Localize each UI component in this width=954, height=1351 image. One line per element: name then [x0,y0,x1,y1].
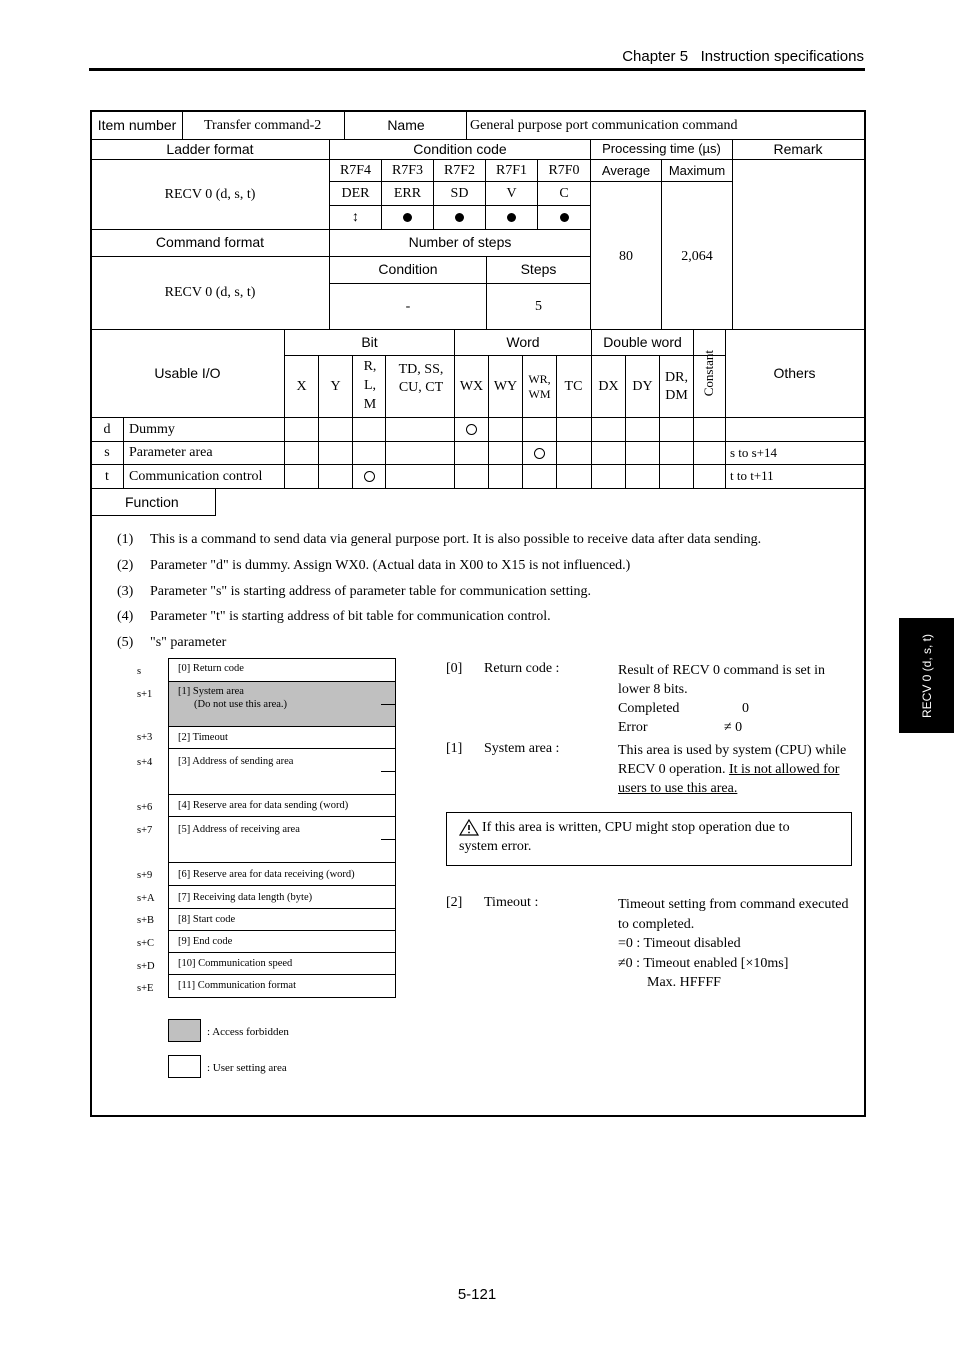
bullet-icon [507,213,516,222]
function-item-1: (1) This is a command to send data via general purpose port. It is also possible to receive data after data sending. [117,532,762,547]
row-t-param: t [105,468,109,484]
row-s-param: s [104,445,110,461]
function-item-3: (3) Parameter "s" is starting address of parameter table for communication setting. [117,584,592,599]
s-row-11: [11] Communication format [169,974,395,996]
bullet-icon [403,213,412,222]
s-addr-7: s+7 [137,825,153,836]
number-of-steps-label: Number of steps [408,234,512,251]
col-wy: WY [493,378,518,394]
usable-io-label: Usable I/O [154,364,221,381]
s-row-9: [9] End code [169,930,395,952]
s-row-5: [5] Address of receiving area [169,816,395,862]
legend-forbidden-label: : Access forbidden [207,1026,289,1038]
word-label: Word [506,333,540,350]
s-addr-4: s+4 [137,757,153,768]
legend-user-label: : User setting area [207,1062,287,1074]
s-row-2: [2] Timeout [169,726,395,748]
command-format-label: Command format [155,234,265,251]
s-addr-9: s+9 [137,870,153,881]
row-t-mark [353,465,385,488]
function-item-4: (4) Parameter "t" is starting address of bit table for communication control. [117,609,551,624]
s-row-6: [6] Reserve area for data receiving (word) [169,862,395,885]
code-r7f3: R7F3 [391,162,424,178]
s-addr-0: s [137,666,142,677]
row-s-desc: Parameter area [129,445,213,461]
row-d-desc: Dummy [129,421,175,437]
s-addr-a: s+A [137,893,155,904]
s-addr-c: s+C [137,938,155,949]
item-number-label: Item number [97,117,177,134]
row-s-mark [523,442,556,464]
desc-0-name: Return code : [484,661,560,676]
s-parameter-table [168,658,396,998]
s-row-3-tick [381,771,395,772]
flag-sd: SD [450,185,469,201]
header-rule [89,68,865,71]
desc-1-name: System area : [484,741,560,756]
col-td: TD, SS, CU, CT [398,362,444,395]
name-value: General purpose port communication command [470,118,738,134]
col-dx: DX [598,378,619,394]
desc-1-text: This area is used by system (CPU) while RECV 0 operation. It is not allowed for users to use this area. [618,743,847,796]
warning-text: If this area is written, CPU might stop operation due to system error. [459,820,790,854]
col-dr: DR, DM [665,370,688,403]
average-label: Average [601,162,651,178]
code-r7f0: R7F0 [548,162,580,178]
bullet-icon [455,213,464,222]
desc-2-idx: [2] [446,895,463,910]
s-row-1: [1] System area (Do not use this area.) [169,681,395,726]
desc-0-text: Result of RECV 0 command is set in lower 8 bits. Completed 0 Error ≠ 0 [618,663,826,735]
row-d-param: d [103,421,111,437]
col-wr: WR, WM [528,371,551,401]
desc-2-text: Timeout setting from command executed to completed. =0 : Timeout disabled ≠0 : Timeout enabled [×10ms] Max. HFFFF [618,897,849,990]
s-row-10: [10] Communication speed [169,952,395,974]
s-row-5-tick [381,839,395,840]
condition-label: Condition [378,261,438,278]
row-d-mark [455,418,488,441]
bit-label: Bit [361,333,378,350]
s-addr-e: s+E [137,983,154,994]
code-r7f2: R7F2 [443,162,476,178]
remark-label: Remark [773,140,823,157]
name-label: Name [387,117,425,134]
desc-1-idx: [1] [446,741,463,756]
code-r7f4: R7F4 [339,162,372,178]
constant-label: Constant [701,350,717,397]
flag-der: DER [341,185,370,201]
s-row-4: [4] Reserve area for data sending (word) [169,794,395,816]
steps-label: Steps [520,261,557,278]
page-number: 5-121 [457,1286,497,1303]
col-y: Y [330,378,341,394]
processing-time-label: Processing time (µs) [602,141,721,157]
desc-2-name: Timeout : [484,895,539,910]
flag-err: ERR [393,185,422,201]
steps-value: 5 [535,298,542,314]
command-format-value: RECV 0 (d, s, t) [164,285,256,301]
chapter-label: Chapter 5 [622,48,689,65]
condition-value: - [405,298,411,314]
col-dy: DY [632,378,653,394]
function-item-2: (2) Parameter "d" is dummy. Assign WX0. (Actual data in X00 to X15 is not influenced.) [117,558,631,573]
others-label: Others [773,364,816,381]
circle-mark-icon [364,471,375,482]
s-row-8: [8] Start code [169,908,395,930]
s-row-7: [7] Receiving data length (byte) [169,885,395,908]
row-t-others: t to t+11 [730,468,774,484]
ladder-format-label: Ladder format [166,140,254,157]
bullet-icon [560,213,569,222]
legend-user-swatch [168,1055,201,1078]
flag-mark-c [538,206,590,229]
chapter-title: Instruction specifications [700,48,864,65]
function-label: Function [125,494,179,511]
condition-code-label: Condition code [413,140,507,157]
s-addr-d: s+D [137,961,155,972]
flag-mark-v [486,206,537,229]
circle-mark-icon [466,424,477,435]
col-rlm: R, L, M [363,359,377,412]
legend-forbidden-swatch [168,1019,201,1042]
flag-mark-err [382,206,433,229]
circle-mark-icon [534,448,545,459]
col-x: X [296,378,307,394]
s-addr-6: s+6 [137,802,153,813]
item-number-value: Transfer command-2 [204,118,322,134]
side-tab: RECV 0 (d, s, t) [899,618,954,733]
col-wx: WX [459,378,484,394]
s-row-3: [3] Address of sending area [169,748,395,794]
function-item-5: (5) "s" parameter [117,635,227,650]
flag-mark-sd [434,206,485,229]
code-r7f1: R7F1 [495,162,528,178]
desc-0-idx: [0] [446,661,463,676]
ladder-format-value: RECV 0 (d, s, t) [164,186,256,202]
warning-triangle-icon [459,819,479,836]
flag-mark-der: ↕ [352,209,359,225]
s-row-1-tick [381,704,395,705]
maximum-label: Maximum [668,162,726,178]
row-t-desc: Communication control [129,468,263,484]
s-addr-3: s+3 [137,732,153,743]
s-addr-b: s+B [137,915,155,926]
maximum-value: 2,064 [681,248,713,264]
row-s-others: s to s+14 [730,444,778,460]
flag-v: V [506,185,517,201]
col-tc: TC [564,378,583,394]
page-header [622,48,864,65]
average-value: 80 [619,248,633,264]
double-word-label: Double word [603,333,682,350]
flag-c: C [559,185,569,201]
s-addr-1: s+1 [137,689,153,700]
s-row-0: [0] Return code [178,663,244,674]
